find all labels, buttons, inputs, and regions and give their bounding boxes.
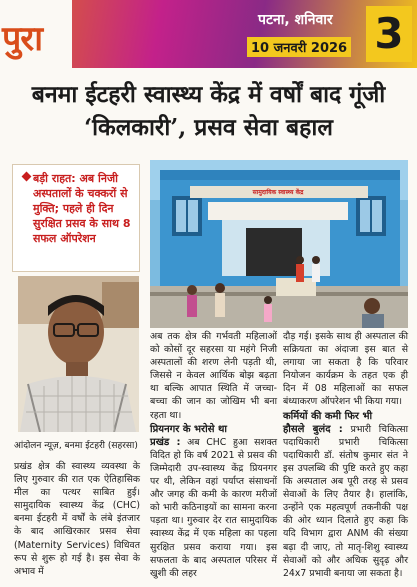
photo-caption: आंदोलन न्यूज़, बनमा ईटहरी (सहरसा) — [14, 441, 138, 451]
column-2-paragraph-2: अब CHC हुआ सशक्त विदित हो कि वर्ष 2021 से प्रसव की जिम्मेदारी उप-स्वास्थ्य केंद्र प्रियनगर पर थी, लेकिन वहां पर्याप्त संसाधनों और जगह की कमी के कारण मरीजों को भारी कठिनाइयों का सामना करना पड़ता था। गुरुवार देर रात सामुदायिक स्वास्थ्य केंद्र में एक महिला का पहला सुरक्षित प्रसव कराया गया। इस सफलता के बाद अस्पताल परिसर में खुशी की लहर — [150, 436, 277, 579]
article-column-3 — [283, 330, 408, 580]
article-column-2 — [150, 330, 277, 580]
column-3-subhead: कर्मियों की कमी फिर भी — [283, 410, 373, 422]
highlight-callout — [12, 164, 140, 272]
city-day-label: पटना, शनिवार — [258, 12, 333, 28]
column-3-paragraph: दौड़ गई। इसके साथ ही अस्पताल की सक्रियता का अंदाजा इस बात से लगाया जा सकता है कि परिवार नियोजन कार्यक्रम के तहत एक ही दिन में 08 महिलाओं का सफल बंध्याकरण ऑपरेशन भी किया गया। — [283, 331, 408, 408]
column-3-paragraph-2: प्रभारी चिकित्सा पदाधिकारी प्रभारी चिकित्सा पदाधिकारी डॉ. संतोष कुमार संत ने इस उपलब्धि की पुष्टि करते हुए कहा कि अस्पताल अब पूरी तरह से प्रसव सेवाओं के लिए तैयार है। हालांकि, उन्होंने एक महत्वपूर्ण तकनीकी पक्ष की ओर ध्यान दिलाते हुए कहा कि यदि विभाग द्वारा ANM की संख्या बढ़ा दी जाए, तो मातृ-शिशु स्वास्थ्य सेवाओं को और अधिक सुदृढ़ और 24x7 प्रभावी बनाया जा सकता है। — [283, 423, 408, 579]
column-1-text: प्रखंड क्षेत्र की स्वास्थ्य व्यवस्था के लिए गुरुवार की रात एक ऐतिहासिक मील का पत्थर साबित हुई। सामुदायिक स्वास्थ्य केंद्र (CHC) बनमा ईटहरी में वर्षों के लंबे इंतजार के बाद आखिरकार प्रसव सेवा (Maternity Services) विधिवत रूप से शुरू हो गई है। इस सेवा के अभाव में — [14, 461, 140, 577]
column-2-lead: प्रखंड : — [150, 436, 181, 448]
column-2-paragraph: अब तक क्षेत्र की गर्भवती महिलाओं को कोसों दूर सहरसा या महंगे निजी अस्पतालों की शरण लेनी पड़ती थी, जिससे न केवल आर्थिक बोझ बढ़ता था बल्कि आपात स्थिति में जच्चा-बच्चा की जान का जोखिम भी बना रहता था। — [150, 331, 277, 421]
column-3-lead: हौसले बुलंद : — [283, 423, 343, 435]
hospital-building-photo — [150, 160, 408, 328]
doctor-portrait-illustration — [18, 276, 139, 432]
doctor-portrait-photo — [18, 276, 139, 432]
article-headline: बनमा ईटहरी स्वास्थ्य केंद्र में वर्षों बाद गूंजी ‘किलकारी’, प्रसव सेवा बहाल — [31, 81, 386, 141]
hospital-building-illustration — [150, 160, 408, 328]
hospital-sign: सामुदायिक स्वास्थ्य केंद्र — [252, 189, 304, 196]
column-2-subhead: प्रियनगर के भरोसे था — [150, 423, 227, 435]
page-number: 3 — [366, 6, 412, 62]
issue-date: 10 जनवरी 2026 — [247, 37, 351, 57]
article-column-1 — [14, 460, 140, 578]
section-title: पुरा — [2, 19, 43, 59]
callout-text: बड़ी राहत: अब निजी अस्पतालों के चक्करों से मुक्ति; पहले ही दिन सुरक्षित प्रसव के साथ 8 सफल ऑपरेशन — [33, 172, 131, 245]
diamond-bullet-icon — [22, 172, 32, 182]
